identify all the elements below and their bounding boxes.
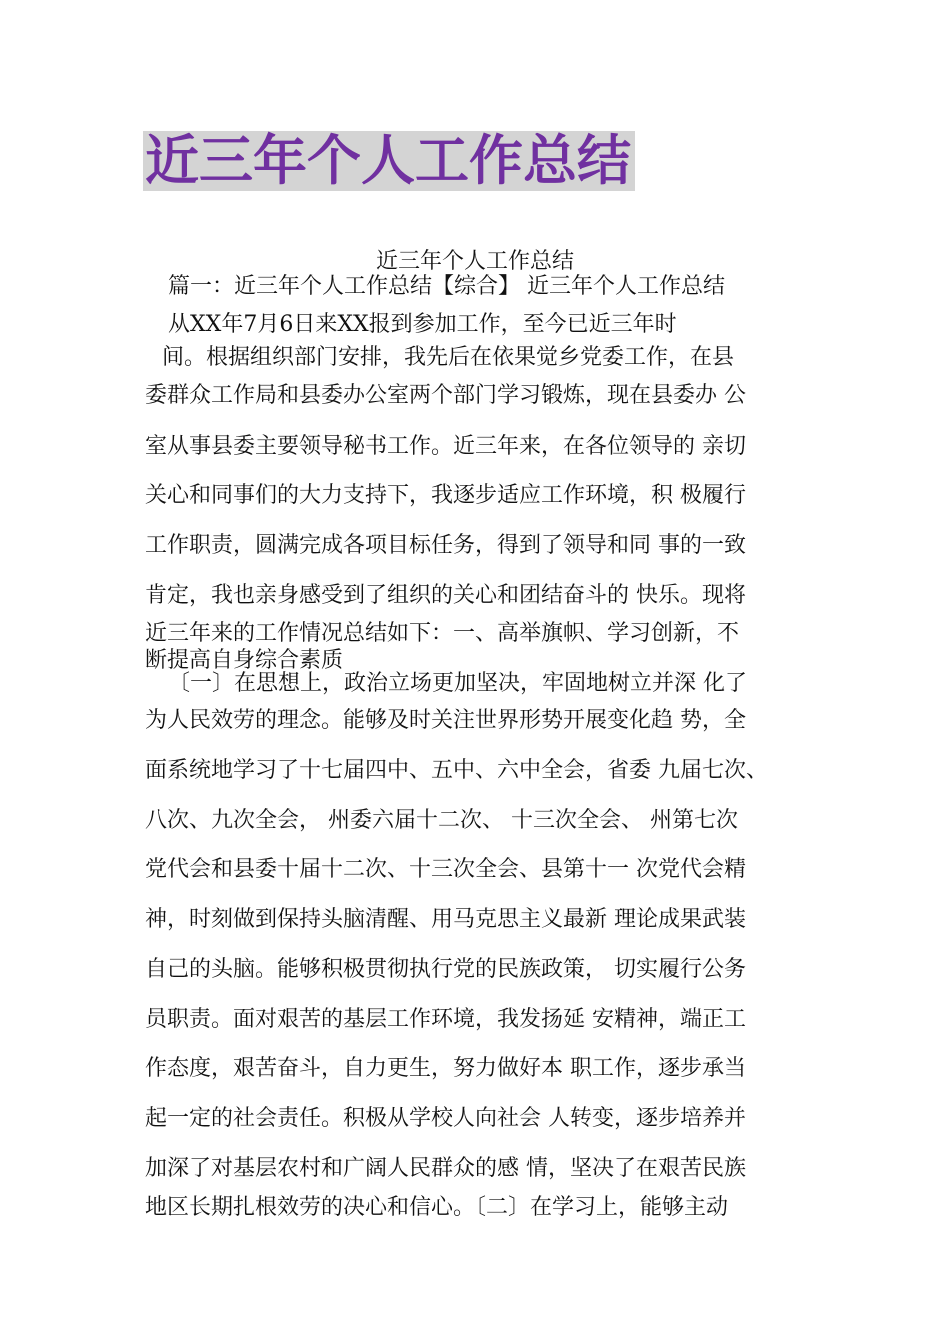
body-line: 断提高自身综合素质 [145, 648, 344, 673]
body-line: 关心和同事们的大力支持下，我逐步适应工作环境，积 极履行 [145, 483, 746, 508]
document-title: 近三年个人工作总结 [143, 131, 635, 191]
body-line: 工作职责，圆满完成各项目标任务，得到了领导和同 事的一致 [145, 533, 746, 558]
body-line: 作态度，艰苦奋斗，自力更生，努力做好本 职工作，逐步承当 [145, 1056, 746, 1081]
document-subtitle: 近三年个人工作总结 [375, 249, 574, 274]
body-line: 为人民效劳的理念。能够及时关注世界形势开展变化趋 势，全 [145, 708, 746, 733]
body-line: 八次、九次全会， 州委六届十二次、 十三次全会、 州第七次 [145, 808, 738, 833]
body-line: 近三年来的工作情况总结如下：一、高举旗帜、学习创新，不 [145, 621, 740, 646]
body-line: 肯定，我也亲身感受到了组织的关心和团结奋斗的 快乐。现将 [145, 583, 746, 608]
body-line: 室从事县委主要领导秘书工作。近三年来，在各位领导的 亲切 [145, 434, 746, 459]
body-line: 员职责。面对艰苦的基层工作环境，我发扬延 安精神，端正工 [145, 1007, 746, 1032]
body-line: 委群众工作局和县委办公室两个部门学习锻炼，现在县委办 公 [145, 383, 746, 408]
body-line: 〔一〕在思想上，政治立场更加坚决，牢固地树立并深 化了 [168, 671, 747, 696]
body-line: 党代会和县委十届十二次、十三次全会、县第十一 次党代会精 [145, 857, 746, 882]
body-line: 自己的头脑。能够积极贯彻执行党的民族政策， 切实履行公务 [145, 957, 746, 982]
body-line: 篇一：近三年个人工作总结【综合】 近三年个人工作总结 [168, 274, 725, 299]
body-line: 加深了对基层农村和广阔人民群众的感 情，坚决了在艰苦民族 [145, 1156, 746, 1181]
body-line: 从XX年7月6日来XX报到参加工作，至今已近三年时 [168, 312, 677, 337]
body-line: 间。根据组织部门安排，我先后在依果觉乡党委工作，在县 [162, 345, 735, 370]
body-line: 地区长期扎根效劳的决心和信心。〔二〕在学习上，能够主动 [145, 1195, 729, 1220]
body-line: 面系统地学习了十七届四中、五中、六中全会，省委 九届七次、 [145, 758, 768, 783]
body-line: 起一定的社会责任。积极从学校人向社会 人转变，逐步培养并 [145, 1106, 746, 1131]
body-line: 神，时刻做到保持头脑清醒、用马克思主义最新 理论成果武装 [145, 907, 746, 932]
